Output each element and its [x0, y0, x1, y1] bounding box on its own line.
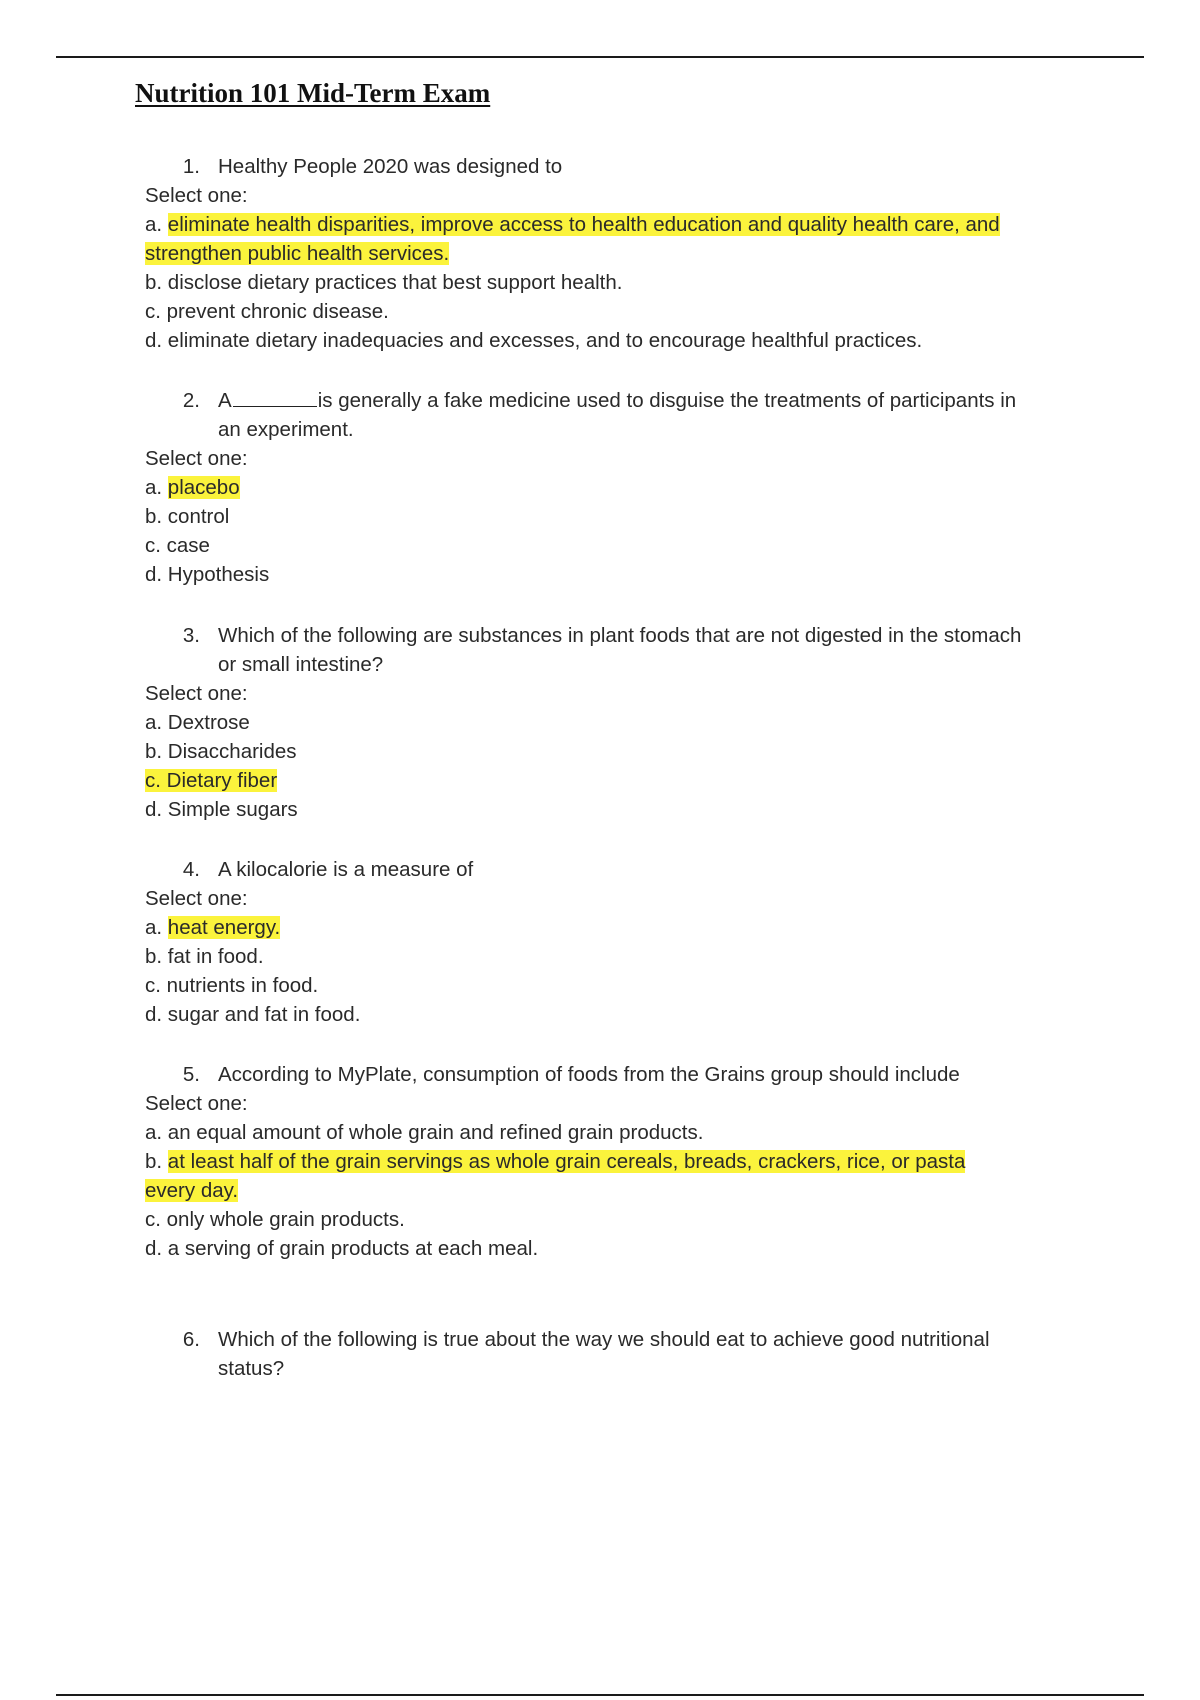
page-title: Nutrition 101 Mid-Term Exam	[135, 78, 491, 108]
question-number: 1.	[182, 155, 200, 178]
question-text-start: A	[218, 389, 232, 412]
option-text: disclose dietary practices that best support health.	[167, 271, 623, 294]
option-b[interactable]	[145, 502, 229, 531]
correct-answer-highlight: heat energy.	[167, 916, 281, 939]
option-prefix: a.	[145, 711, 168, 734]
option-prefix: d.	[145, 563, 168, 586]
option-prefix: d.	[145, 329, 168, 352]
option-c[interactable]	[145, 297, 389, 326]
select-one-label: Select one:	[145, 682, 248, 705]
question-text-end: is generally a fake medicine used to disguise the treatments of participants in	[317, 389, 1017, 412]
option-prefix: c.	[145, 769, 167, 792]
option-prefix: d.	[145, 798, 168, 821]
option-text: nutrients in food.	[166, 974, 319, 997]
option-text: an equal amount of whole grain and refined grain products.	[167, 1121, 704, 1144]
question-number: 6.	[182, 1328, 200, 1351]
option-prefix: b.	[145, 740, 168, 763]
option-text: Simple sugars	[167, 798, 298, 821]
question-text: According to MyPlate, consumption of foods from the Grains group should include	[218, 1063, 960, 1086]
select-one-label: Select one:	[145, 1092, 248, 1115]
option-text: control	[167, 505, 230, 528]
select-one-label: Select one:	[145, 184, 248, 207]
question-text-continued: status?	[218, 1357, 285, 1380]
bottom-rule	[56, 1694, 1144, 1696]
option-prefix: c.	[145, 974, 167, 997]
option-d[interactable]	[145, 560, 269, 589]
question-text	[218, 386, 1016, 415]
option-text: Dextrose	[167, 711, 250, 734]
option-text: Dietary fiber	[166, 769, 278, 792]
correct-answer-highlight: eliminate health disparities, improve access to health education and quality health care, and	[167, 213, 1000, 236]
option-a[interactable]	[145, 210, 1000, 239]
option-text: Hypothesis	[167, 563, 270, 586]
option-c[interactable]	[145, 971, 318, 1000]
select-one-label: Select one:	[145, 887, 248, 910]
option-text: case	[166, 534, 210, 557]
option-c[interactable]	[145, 766, 277, 795]
option-prefix: a.	[145, 1121, 168, 1144]
option-b-continued	[145, 1176, 238, 1205]
question-text-continued: or small intestine?	[218, 653, 384, 676]
option-b[interactable]	[145, 1147, 965, 1176]
option-text: eliminate dietary inadequacies and excesses, and to encourage healthful practices.	[167, 329, 923, 352]
select-one-label: Select one:	[145, 447, 248, 470]
option-b[interactable]	[145, 942, 264, 971]
correct-answer-highlight: at least half of the grain servings as whole grain cereals, breads, crackers, rice, or pasta	[167, 1150, 966, 1173]
question-number: 4.	[182, 858, 200, 881]
option-d[interactable]	[145, 326, 922, 355]
option-a[interactable]	[145, 473, 240, 502]
option-b[interactable]	[145, 268, 622, 297]
option-d[interactable]	[145, 1234, 538, 1263]
question-text: Which of the following is true about the way we should eat to achieve good nutritional	[218, 1328, 990, 1351]
option-b[interactable]	[145, 737, 297, 766]
option-prefix: c.	[145, 534, 167, 557]
question-text: Healthy People 2020 was designed to	[218, 155, 563, 178]
option-a-continued	[145, 239, 449, 268]
option-prefix: a.	[145, 213, 168, 236]
option-prefix: b.	[145, 945, 168, 968]
question-number: 2.	[182, 389, 200, 412]
option-prefix: b.	[145, 271, 168, 294]
option-text: Disaccharides	[167, 740, 297, 763]
question-text-continued: an experiment.	[218, 418, 354, 441]
correct-answer-highlight: strengthen public health services.	[145, 242, 450, 265]
option-prefix: c.	[145, 300, 167, 323]
option-a[interactable]	[145, 708, 250, 737]
option-text: only whole grain products.	[166, 1208, 405, 1231]
option-prefix: d.	[145, 1237, 168, 1260]
option-text: fat in food.	[167, 945, 264, 968]
fill-in-blank	[233, 386, 317, 407]
option-text: sugar and fat in food.	[167, 1003, 361, 1026]
option-prefix: b.	[145, 505, 168, 528]
option-c[interactable]	[145, 1205, 405, 1234]
option-text: prevent chronic disease.	[166, 300, 389, 323]
correct-answer-highlight: every day.	[145, 1179, 239, 1202]
option-prefix: a.	[145, 916, 168, 939]
correct-answer-highlight: placebo	[167, 476, 240, 499]
option-d[interactable]	[145, 1000, 360, 1029]
top-rule	[56, 56, 1144, 58]
option-prefix: c.	[145, 1208, 167, 1231]
question-text: A kilocalorie is a measure of	[218, 858, 474, 881]
option-a[interactable]	[145, 1118, 703, 1147]
option-prefix: b.	[145, 1150, 168, 1173]
question-number: 5.	[182, 1063, 200, 1086]
option-d[interactable]	[145, 795, 298, 824]
option-prefix: a.	[145, 476, 168, 499]
question-number: 3.	[182, 624, 200, 647]
option-text: a serving of grain products at each meal.	[167, 1237, 539, 1260]
option-c[interactable]	[145, 531, 210, 560]
question-text: Which of the following are substances in plant foods that are not digested in the stomach	[218, 624, 1022, 647]
option-a[interactable]	[145, 913, 280, 942]
option-prefix: d.	[145, 1003, 168, 1026]
correct-answer-highlight	[145, 769, 277, 792]
